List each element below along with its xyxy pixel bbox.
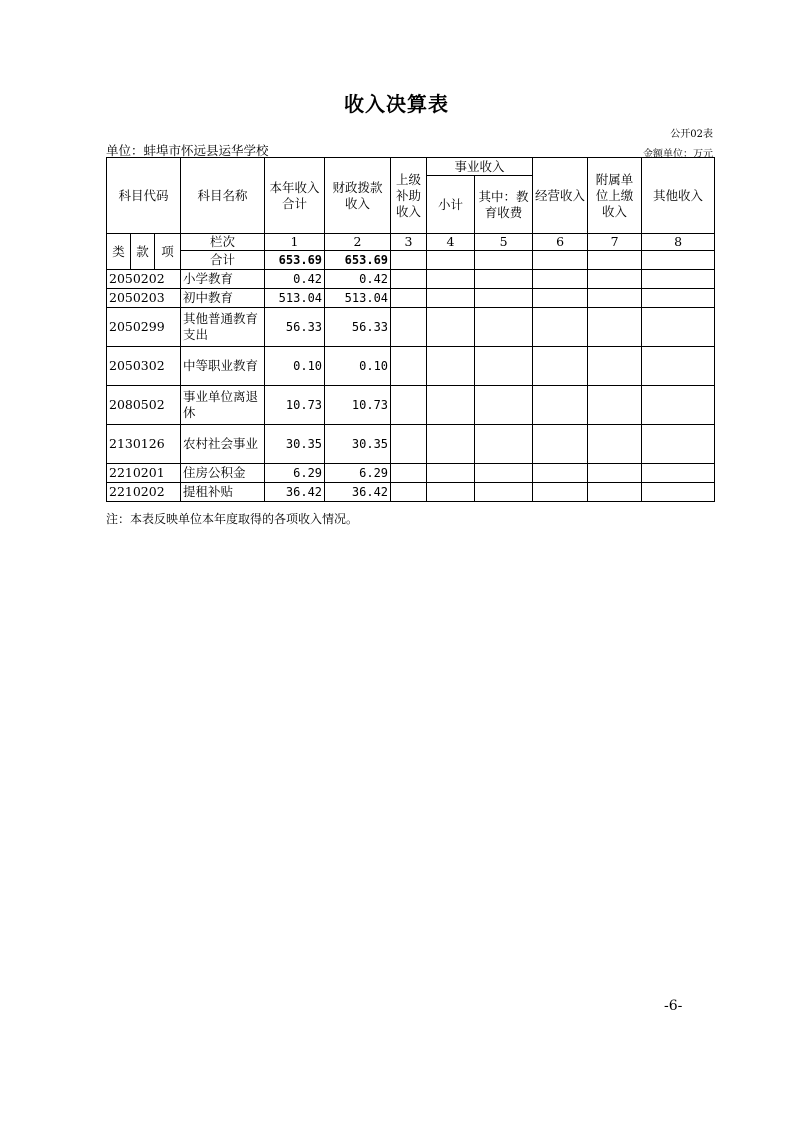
- table-row: [107, 308, 715, 347]
- col-number-7: 7: [588, 234, 642, 251]
- row-name: 住房公积金: [181, 464, 265, 483]
- header-upper: 上级补助收入: [391, 158, 427, 234]
- header-affiliated: 附属单位上缴收入: [588, 158, 642, 234]
- col-number-5: 5: [475, 234, 533, 251]
- amount-unit: 金额单位：万元: [643, 149, 713, 160]
- row-total: 56.33: [265, 308, 325, 347]
- table-row: [107, 347, 715, 386]
- row-code: 2130126: [107, 425, 181, 464]
- row-fiscal: 6.29: [325, 464, 391, 483]
- row-total: 513.04: [265, 289, 325, 308]
- header-edu-fee: 其中：教育收费: [475, 176, 533, 234]
- header-code: 科目代码: [107, 158, 181, 234]
- row-total: 0.10: [265, 347, 325, 386]
- header-lei: 类: [107, 234, 131, 270]
- table-row: [107, 464, 715, 483]
- row-total: 0.42: [265, 270, 325, 289]
- totals-label: 合计: [181, 251, 265, 270]
- row-name: 中等职业教育: [181, 347, 265, 386]
- row-total: 6.29: [265, 464, 325, 483]
- header-total: 本年收入合计: [265, 158, 325, 234]
- row-name: 农村社会事业: [181, 425, 265, 464]
- row-code: 2080502: [107, 386, 181, 425]
- page-title: 收入决算表: [344, 92, 449, 116]
- header-kuan: 款: [131, 234, 155, 270]
- header-xiang: 项: [155, 234, 181, 270]
- row-total: 30.35: [265, 425, 325, 464]
- row-name: 小学教育: [181, 270, 265, 289]
- header-business: 事业收入: [427, 158, 533, 176]
- table-row: [107, 483, 715, 502]
- table-row: [107, 386, 715, 425]
- totals-fiscal: 653.69: [325, 251, 391, 270]
- row-code: 2050302: [107, 347, 181, 386]
- page-number: -6-: [664, 998, 683, 1014]
- row-fiscal: 56.33: [325, 308, 391, 347]
- income-table: [106, 157, 715, 502]
- col-number-2: 2: [325, 234, 391, 251]
- row-fiscal: 0.42: [325, 270, 391, 289]
- form-number: 公开02表: [670, 129, 713, 140]
- row-code: 2050299: [107, 308, 181, 347]
- row-name: 其他普通教育支出: [181, 308, 265, 347]
- row-fiscal: 10.73: [325, 386, 391, 425]
- table-note: 注：本表反映单位本年度取得的各项收入情况。: [106, 512, 359, 526]
- table-row: [107, 425, 715, 464]
- row-code: 2210201: [107, 464, 181, 483]
- table-row: [107, 270, 715, 289]
- col-number-1: 1: [265, 234, 325, 251]
- header-subtotal: 小计: [427, 176, 475, 234]
- row-total: 10.73: [265, 386, 325, 425]
- row-code: 2050203: [107, 289, 181, 308]
- header-other: 其他收入: [642, 158, 715, 234]
- row-code: 2210202: [107, 483, 181, 502]
- row-name: 提租补贴: [181, 483, 265, 502]
- header-fiscal: 财政拨款收入: [325, 158, 391, 234]
- reporting-unit: 单位：蚌埠市怀远县运华学校: [106, 143, 269, 158]
- row-fiscal: 0.10: [325, 347, 391, 386]
- header-name: 科目名称: [181, 158, 265, 234]
- col-number-4: 4: [427, 234, 475, 251]
- row-fiscal: 513.04: [325, 289, 391, 308]
- row-name: 初中教育: [181, 289, 265, 308]
- col-number-6: 6: [533, 234, 588, 251]
- row-name: 事业单位离退休: [181, 386, 265, 425]
- row-fiscal: 36.42: [325, 483, 391, 502]
- row-fiscal: 30.35: [325, 425, 391, 464]
- header-lanci: 栏次: [181, 234, 265, 251]
- row-total: 36.42: [265, 483, 325, 502]
- row-code: 2050202: [107, 270, 181, 289]
- header-operating: 经营收入: [533, 158, 588, 234]
- col-number-8: 8: [642, 234, 715, 251]
- col-number-3: 3: [391, 234, 427, 251]
- totals-total: 653.69: [265, 251, 325, 270]
- table-row: [107, 289, 715, 308]
